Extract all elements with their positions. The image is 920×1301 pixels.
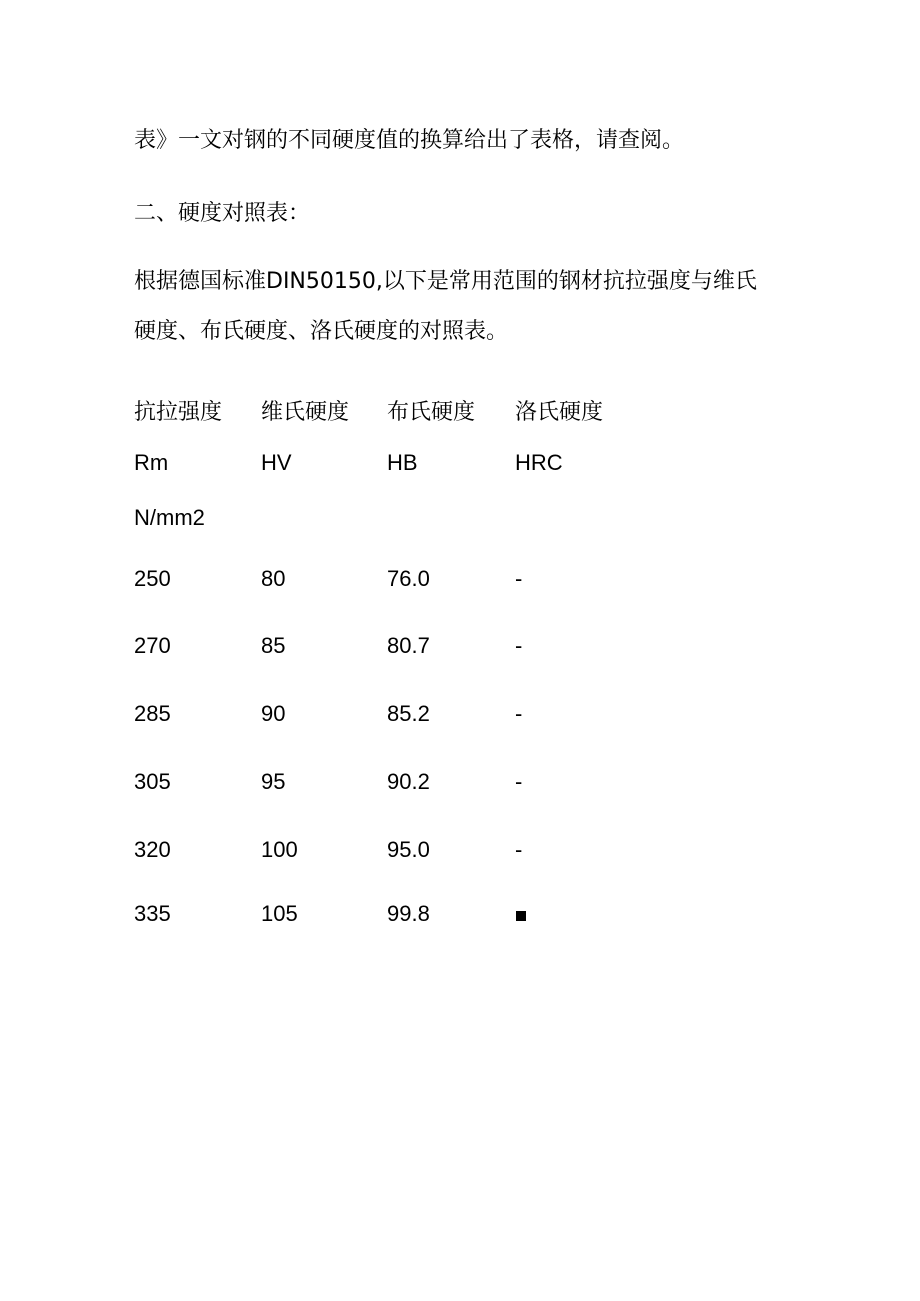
table-row-6-rm: 335 <box>134 901 171 926</box>
header-cn-rockwell: 洛氏硬度 <box>515 400 604 425</box>
table-row-6-hb: 99.8 <box>387 901 430 926</box>
paragraph-line-2: 根据德国标准DIN50150,以下是常用范围的钢材抗拉强度与维氏 <box>134 269 757 294</box>
table-row-2-hb: 80.7 <box>387 633 430 658</box>
header-symbol-hv: HV <box>261 450 292 475</box>
table-row-6-hv: 105 <box>261 901 298 926</box>
header-symbol-hb: HB <box>387 450 418 475</box>
table-row-1-hrc: - <box>515 566 523 591</box>
header-symbol-rm: Rm <box>134 450 169 475</box>
paragraph-line-1: 表》一文对钢的不同硬度值的换算给出了表格，请查阅。 <box>134 128 685 153</box>
header-cn-brinell: 布氏硬度 <box>387 400 476 425</box>
table-row-4-hb: 90.2 <box>387 769 430 794</box>
table-row-5-hb: 95.0 <box>387 837 430 862</box>
table-row-3-hb: 85.2 <box>387 701 430 726</box>
header-cn-vickers: 维氏硬度 <box>261 400 350 425</box>
table-row-5-rm: 320 <box>134 837 171 862</box>
unit-label: N/mm2 <box>134 505 205 530</box>
table-row-1-rm: 250 <box>134 566 171 591</box>
section-heading: 二、硬度对照表： <box>134 201 311 226</box>
black-square-icon <box>516 911 526 921</box>
header-cn-tensile-strength: 抗拉强度 <box>134 400 223 425</box>
table-row-2-hrc: - <box>515 633 523 658</box>
table-row-3-rm: 285 <box>134 701 171 726</box>
table-row-2-rm: 270 <box>134 633 171 658</box>
table-row-3-hv: 90 <box>261 701 286 726</box>
table-row-4-hrc: - <box>515 769 523 794</box>
table-row-5-hrc: - <box>515 837 523 862</box>
table-row-4-hv: 95 <box>261 769 286 794</box>
table-row-2-hv: 85 <box>261 633 286 658</box>
table-row-1-hb: 76.0 <box>387 566 430 591</box>
table-row-5-hv: 100 <box>261 837 298 862</box>
table-row-3-hrc: - <box>515 701 523 726</box>
table-row-1-hv: 80 <box>261 566 286 591</box>
header-symbol-hrc: HRC <box>515 450 563 475</box>
table-row-4-rm: 305 <box>134 769 171 794</box>
paragraph-line-3: 硬度、布氏硬度、洛氏硬度的对照表。 <box>134 319 509 344</box>
